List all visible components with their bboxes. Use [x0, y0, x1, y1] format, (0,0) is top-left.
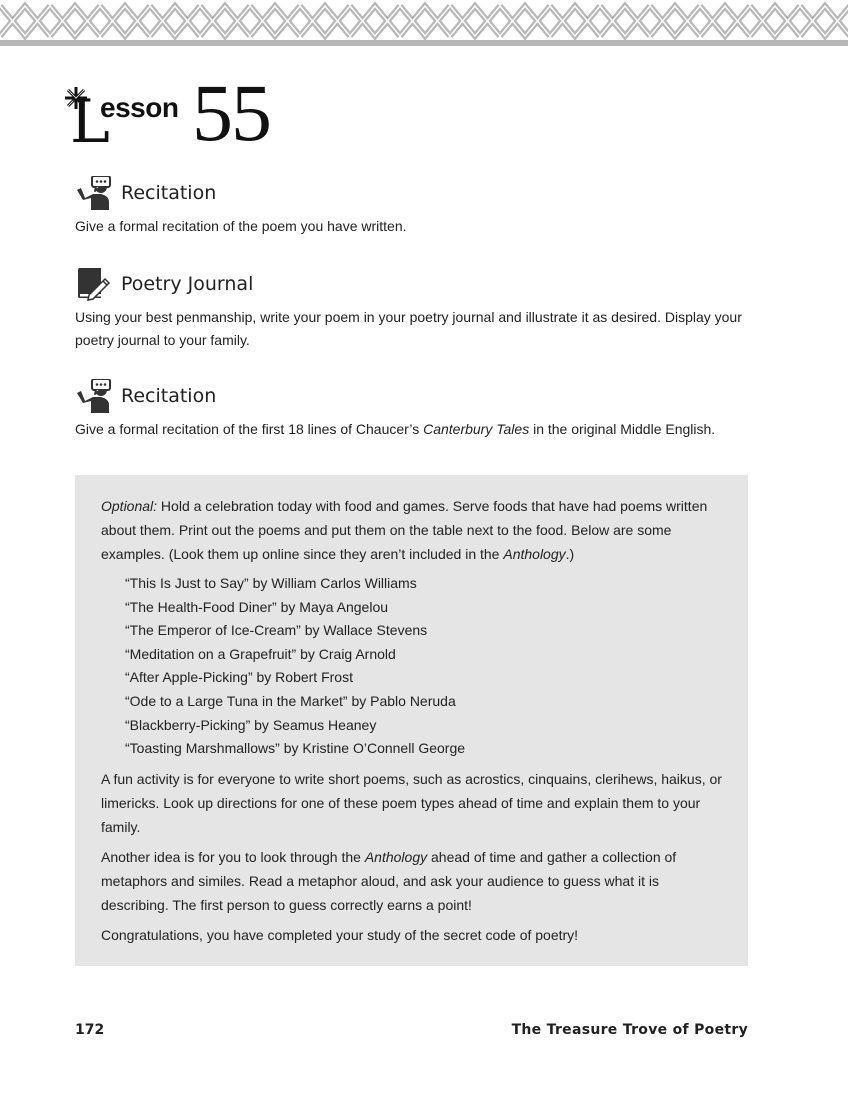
- section-body: Give a formal recitation of the poem you have written.: [75, 218, 407, 234]
- page-number: 172: [75, 1022, 105, 1038]
- list-item: “Blackberry-Picking” by Seamus Heaney: [125, 716, 377, 733]
- section-poetry-journal: [75, 267, 755, 352]
- congrats-paragraph: Congratulations, you have completed your study of the secret code of poetry!: [101, 926, 579, 943]
- list-item: “After Apple-Picking” by Robert Frost: [125, 669, 353, 686]
- recitation-speaker-icon: [75, 176, 115, 210]
- idea-text: Another idea is for you to look through the: [101, 848, 365, 865]
- list-item: “The Health-Food Diner” by Maya Angelou: [125, 598, 389, 615]
- book-title-footer: The Treasure Trove of Poetry: [511, 1022, 748, 1038]
- body-text: in the original Middle English.: [529, 421, 716, 437]
- poem-list: [101, 572, 726, 761]
- list-item: “This Is Just to Say” by William Carlos Williams: [125, 575, 417, 591]
- list-item: “The Emperor of Ice-Cream” by Wallace Stevens: [125, 622, 428, 639]
- recitation-speaker-icon: [75, 379, 115, 413]
- section-body: [75, 418, 755, 441]
- optional-activity-box: [75, 475, 748, 966]
- idea-text: ahead of time and gather a collection of metaphors and similes. Read a metaphor aloud, and ask your audience to guess what it is describing. The first person to guess correctly earns a point!: [101, 848, 677, 913]
- optional-label: Optional:: [101, 498, 158, 514]
- section-title: Recitation: [121, 385, 217, 407]
- section-recitation-1: [75, 176, 755, 238]
- lesson-word: esson: [100, 92, 179, 123]
- body-text: Give a formal recitation of the first 18 lines of Chaucer’s: [75, 421, 424, 437]
- book-title-italic: Canterbury Tales: [423, 421, 530, 437]
- intro-text: Hold a celebration today with food and games. Serve foods that have had poems written about them. Print out the poems and put them on the table next to the food. Below are some examples. (Look them up online since they aren’t included in the: [101, 498, 708, 562]
- list-item: “Ode to a Large Tuna in the Market” by Pablo Neruda: [125, 692, 456, 709]
- intro-end: .): [565, 546, 575, 562]
- section-title: Recitation: [121, 182, 217, 204]
- activity-paragraph: A fun activity is for everyone to write short poems, such as acrostics, cinquains, clerihews, haikus, or limericks. Look up directions for one of these poem types ahead of time and explain them to your family.: [101, 770, 722, 835]
- lesson-initial-letter: L: [70, 87, 110, 157]
- lesson-heading: [64, 67, 324, 158]
- celtic-knot-border-icon: [0, 0, 848, 46]
- list-item: “Meditation on a Grapefruit” by Craig Arnold: [125, 645, 396, 662]
- section-recitation-2: [75, 379, 755, 441]
- anthology-italic: Anthology: [364, 848, 428, 865]
- section-title: Poetry Journal: [121, 273, 254, 295]
- list-item: “Toasting Marshmallows” by Kristine O’Connell George: [125, 740, 466, 757]
- section-body: Using your best penmanship, write your poem in your poetry journal and illustrate it as desired. Display your poetry journal to your family.: [75, 309, 742, 348]
- lesson-number: 55: [192, 67, 270, 158]
- idea-paragraph: [101, 845, 726, 917]
- anthology-italic: Anthology: [503, 546, 566, 562]
- optional-intro: [101, 494, 726, 566]
- journal-book-icon: [75, 267, 115, 301]
